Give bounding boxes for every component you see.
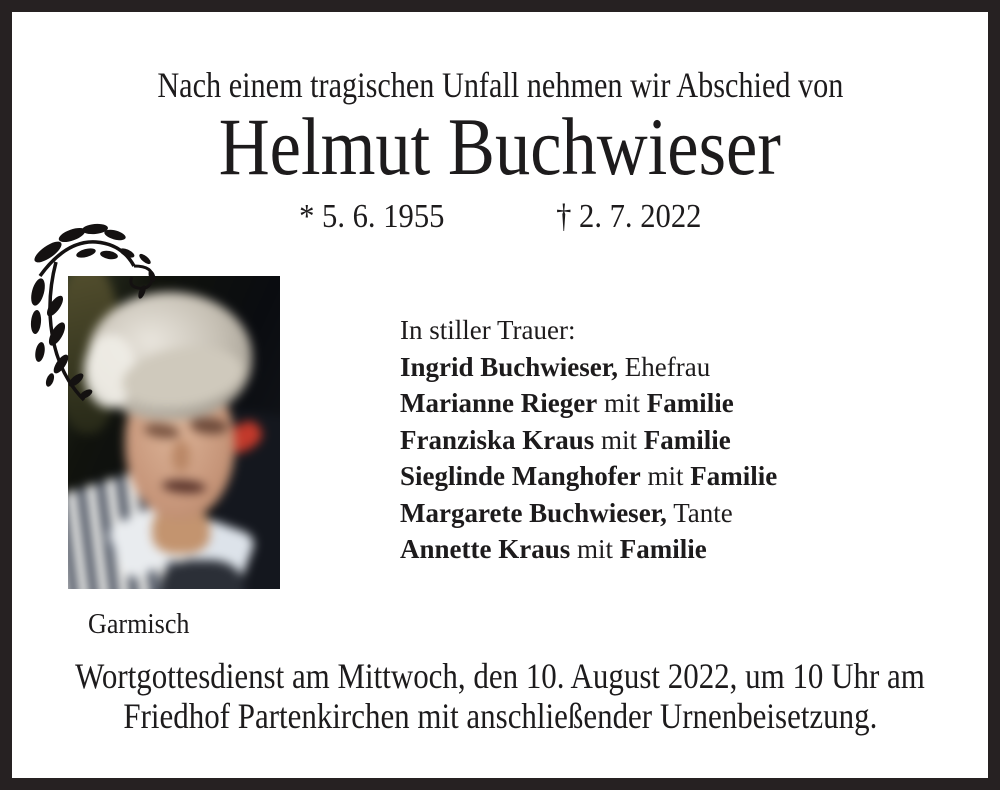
mourner-line: Annette Kraus mit Familie [400,534,707,564]
mourner-line: Ingrid Buchwieser, Ehefrau [400,351,711,382]
mourners-list [400,349,777,568]
announcement-line-1: Wortgottesdienst am Mittwoch, den 10. August 2022, um 10 Uhr am [75,656,925,696]
death-date: † 2. 7. 2022 [556,198,702,235]
funeral-announcement [0,656,1000,736]
city-text: Garmisch [88,608,190,640]
intro-line [0,64,1000,106]
mourner-line: Franziska Kraus mit Familie [400,424,731,455]
intro-text: Nach einem tragischen Unfall nehmen wir Abschied von [156,65,844,105]
mourner-line: Margarete Buchwieser, Tante [400,497,733,528]
mourner-line: Marianne Rieger mit Familie [400,388,734,418]
announcement-line-2: Friedhof Partenkirchen mit anschließender Urnenbeisetzung. [123,696,877,736]
mourners-block [400,312,777,568]
mourner-line: Sieglinde Manghofer mit Familie [400,461,778,491]
birth-date: * 5. 6. 1955 [298,198,444,235]
city-line [88,608,201,641]
laurel-branch-icon [26,212,158,404]
deceased-name-text: Helmut Buchwieser [218,101,782,192]
deceased-name [0,101,1000,192]
mourners-heading: In stiller Trauer: [400,315,576,345]
